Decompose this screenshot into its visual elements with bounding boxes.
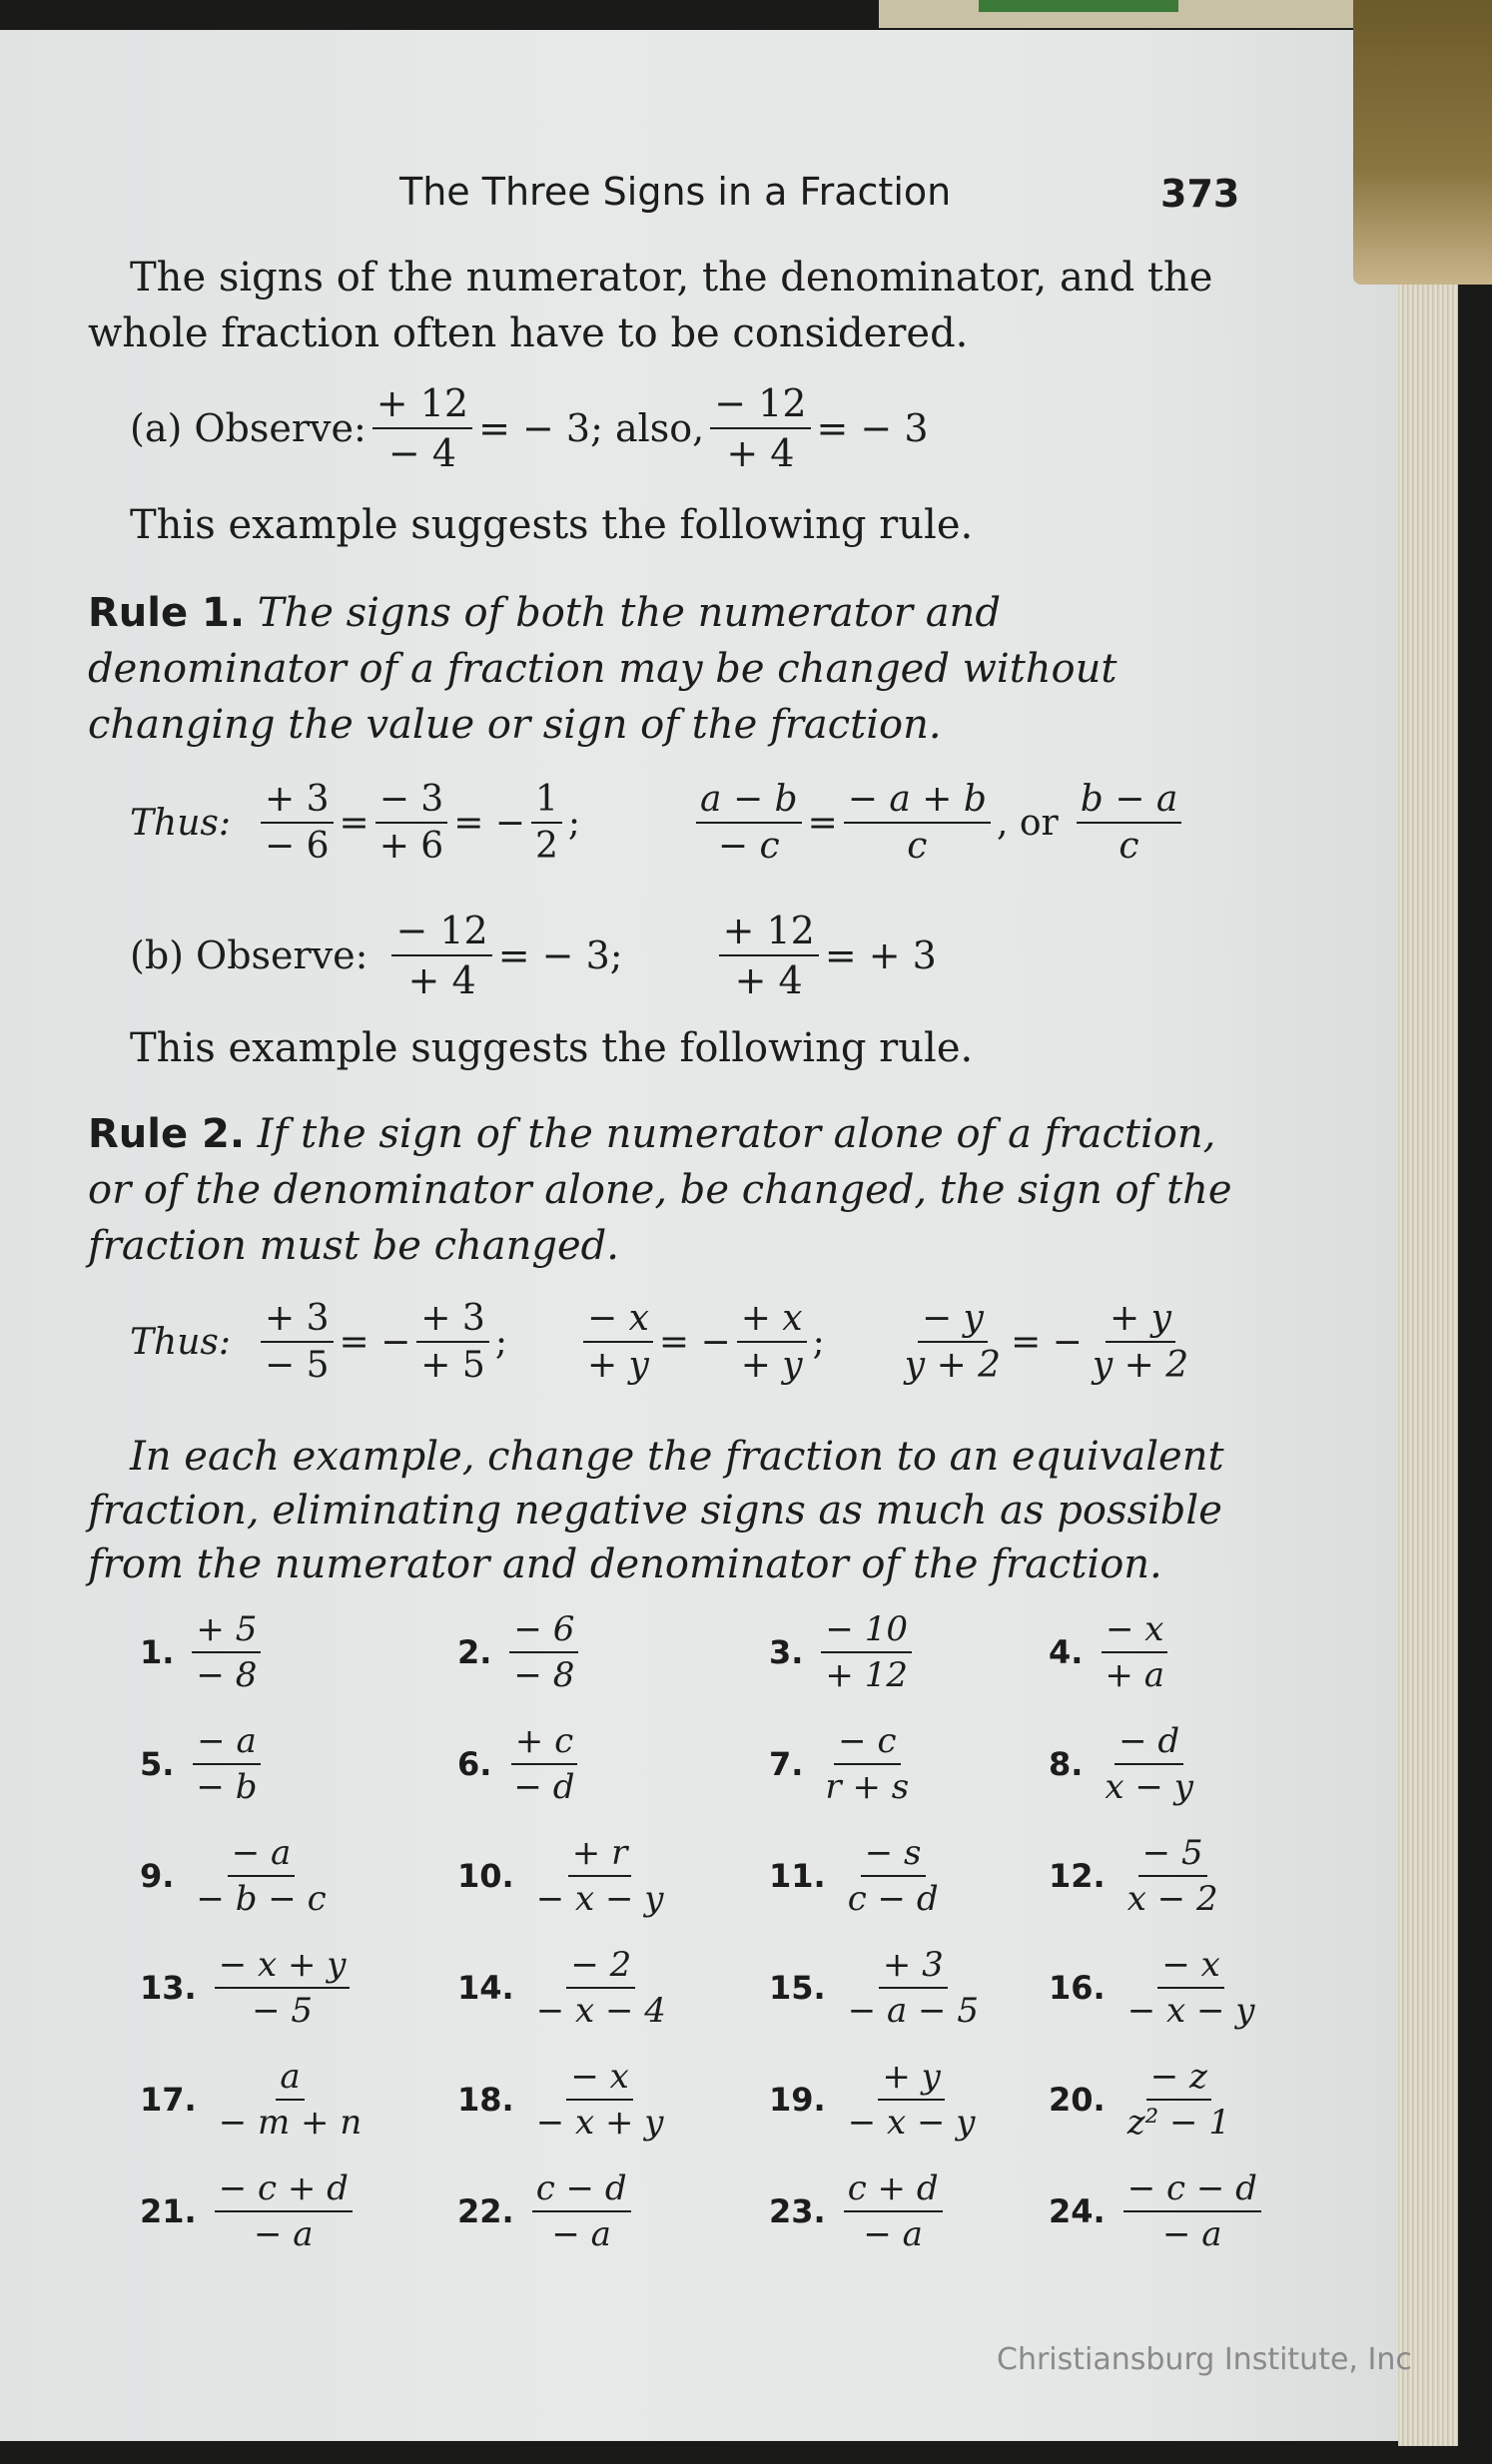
numerator: − a + b [844,779,991,824]
fraction [192,1721,261,1807]
exercise-item [457,1833,673,1919]
denominator: − d [513,1767,575,1807]
exercise-item [769,2057,985,2143]
exercise-number: 22. [457,2192,514,2230]
numerator: − 12 [710,381,810,429]
denominator: c [1119,826,1139,867]
exercise-number: 10. [457,1857,514,1895]
exercise-item [140,2168,359,2254]
green-stripe [979,0,1178,12]
exercise-item [140,1721,267,1807]
numerator: + r [568,1833,632,1877]
denominator: − a [254,2214,314,2254]
example-a-label: (a) Observe: [130,406,367,450]
exercise-number: 7. [769,1745,804,1783]
exercise-item [1049,1833,1228,1919]
numerator: − 6 [509,1609,578,1653]
numerator: − a [228,1833,296,1877]
separator: ; [494,1321,507,1363]
numerator: b − a [1077,779,1182,824]
numerator: + x [737,1298,807,1343]
numerator: a [276,2057,304,2101]
equals: = − [658,1321,731,1363]
fraction [192,1609,261,1695]
denominator: − 8 [196,1655,258,1695]
bookmark-tab [1353,0,1492,285]
example-b [130,909,937,1002]
denominator: r + s [825,1767,910,1807]
fraction [1089,1298,1192,1386]
denominator: − a − 5 [847,1991,979,2031]
exercise-number: 5. [140,1745,175,1783]
numerator: + 5 [192,1609,261,1653]
fraction [1101,1609,1168,1695]
denominator: − 4 [387,431,456,475]
numerator: − 10 [821,1609,912,1653]
running-head: The Three Signs in a Fraction [399,170,952,214]
exercise-item [457,1721,584,1807]
denominator: c [907,826,928,867]
numerator: − s [861,1833,926,1877]
equals-text: = + 3 [824,933,937,977]
denominator: + 12 [825,1655,908,1695]
fraction [1123,2057,1234,2143]
denominator: + y [740,1345,803,1386]
fraction [737,1298,807,1386]
denominator: − 8 [513,1655,575,1695]
exercise-number: 13. [140,1969,197,2007]
exercise-number: 3. [769,1633,804,1671]
exercise-item [140,1945,356,2031]
fraction [532,2057,668,2143]
equals: = − [1011,1321,1083,1363]
numerator: 1 [531,779,562,824]
exercise-item [140,1609,267,1695]
fraction [215,1945,351,2031]
numerator: + y [878,2057,945,2101]
fraction [531,779,562,867]
fraction [844,2168,943,2254]
denominator: y + 2 [1092,1345,1189,1386]
thus-label: Thus: [130,1321,231,1363]
exercise-item [140,2057,372,2143]
exercise-item [457,1609,584,1695]
fraction [509,1721,578,1807]
instructions: In each example, change the fraction to an equivalent fraction, eliminating negative signs as much as possible from the numerator and denominator of the fraction. [88,1434,1224,1587]
rule-1-text: The signs of both the numerator and denominator of a fraction may be changed without changing the value or sign of the fraction. [88,590,1118,748]
numerator: + c [511,1721,577,1765]
exercise-number: 9. [140,1857,175,1895]
page-number: 373 [1160,172,1240,216]
denominator: − a [1162,2214,1222,2254]
exercise-item [769,1609,918,1695]
exercise-number: 23. [769,2192,826,2230]
numerator: a − b [696,779,802,824]
exercise-number: 16. [1049,1969,1106,2007]
denominator: − x − y [535,1879,664,1919]
numerator: − z [1146,2057,1211,2101]
exercise-item [769,1721,919,1807]
exercise-number: 2. [457,1633,492,1671]
fraction [1123,2168,1261,2254]
rule-2 [88,1106,1236,1274]
numerator: − c [834,1721,900,1765]
denominator: 2 [534,826,558,867]
exercise-number: 8. [1049,1745,1084,1783]
exercise-number: 20. [1049,2081,1106,2119]
numerator: − a [193,1721,261,1765]
suggest-text-2: This example suggests the following rule. [130,1025,974,1071]
denominator: c − d [847,1879,939,1919]
separator: ; [567,802,581,844]
fraction [1101,1721,1197,1807]
numerator: − x [566,2057,632,2101]
denominator: x − y [1105,1767,1193,1807]
intro-paragraph: The signs of the numerator, the denominator, and the whole fraction often have to be considered. [88,255,1213,356]
denominator: y + 2 [904,1345,1002,1386]
denominator: + 4 [726,431,795,475]
denominator: − x + y [535,2103,664,2143]
exercise-item [1049,2168,1267,2254]
equals: = [339,802,370,844]
exercise-item [457,2057,673,2143]
denominator: + a [1105,1655,1164,1695]
numerator: c − d [532,2168,631,2212]
thus-2 [130,1298,1198,1386]
denominator: − m + n [218,2103,363,2143]
denominator: − 5 [252,1991,314,2031]
rule-1 [88,585,1236,753]
exercise-number: 6. [457,1745,492,1783]
denominator: − a [863,2214,923,2254]
fraction [532,2168,631,2254]
fraction [215,2057,367,2143]
numerator: − 2 [566,1945,635,1989]
denominator: + 5 [420,1345,485,1386]
or-text: , or [996,802,1059,844]
fraction [583,1298,653,1386]
thus-1 [130,779,1187,867]
suggest-text-1: This example suggests the following rule. [130,502,974,548]
equals: = − [339,1321,411,1363]
exercise-number: 18. [457,2081,514,2119]
denominator: − 5 [265,1345,330,1386]
fraction [901,1298,1005,1386]
equals: = [807,802,838,844]
numerator: + 12 [719,909,819,956]
separator: ; [812,1321,825,1363]
denominator: − c [717,826,780,867]
numerator: − 5 [1138,1833,1207,1877]
exercise-item [1049,1609,1174,1695]
numerator: + 12 [373,381,472,429]
fraction [391,909,491,1002]
exercise-item [457,1945,676,2031]
page-edges [1398,120,1458,2446]
fraction [844,779,991,867]
fraction [844,1945,983,2031]
numerator: − c − d [1123,2168,1261,2212]
numerator: + 3 [879,1945,948,1989]
denominator: + y [586,1345,649,1386]
exercise-item [1049,1945,1264,2031]
rule-2-label: Rule 2. [88,1111,246,1157]
fraction [532,1945,670,2031]
exercise-number: 1. [140,1633,175,1671]
exercise-number: 11. [769,1857,826,1895]
denominator: − b [196,1767,258,1807]
exercise-number: 24. [1049,2192,1106,2230]
exercise-item [140,1833,337,1919]
fraction [532,1833,668,1919]
fraction [192,1833,330,1919]
denominator: − 6 [265,826,330,867]
exercise-number: 17. [140,2081,197,2119]
fraction [1123,1833,1222,1919]
fraction [261,1298,334,1386]
exercise-number: 19. [769,2081,826,2119]
numerator: − 3 [375,779,448,824]
numerator: − 12 [391,909,491,956]
numerator: − x [1102,1609,1167,1653]
fraction [1077,779,1182,867]
rule-1-label: Rule 1. [88,590,246,636]
watermark: Christiansburg Institute, Inc [997,2342,1412,2377]
denominator: − x − y [847,2103,976,2143]
equals-text: = − 3; [497,933,623,977]
denominator: x − 2 [1126,1879,1218,1919]
exercise-item [1049,2057,1240,2143]
example-a [130,381,929,475]
fraction [375,779,448,867]
fraction [696,779,802,867]
numerator: − d [1115,1721,1183,1765]
numerator: − x + y [215,1945,351,1989]
fraction [509,1609,578,1695]
numerator: + 3 [261,779,334,824]
denominator: z² − 1 [1126,2103,1230,2143]
exercise-item [457,2168,637,2254]
fraction [416,1298,489,1386]
fraction [719,909,819,1002]
numerator: + y [1106,1298,1175,1343]
denominator: − x − 4 [535,1991,666,2031]
exercise-number: 12. [1049,1857,1106,1895]
numerator: + 3 [416,1298,489,1343]
fraction [1123,1945,1259,2031]
denominator: + 4 [734,958,803,1002]
example-b-label: (b) Observe: [130,933,369,977]
fraction [821,1721,913,1807]
exercise-item [769,1945,989,2031]
equals-text: = − 3; also, [478,406,705,450]
exercise-number: 21. [140,2192,197,2230]
denominator: − x − y [1126,1991,1255,2031]
fraction [215,2168,353,2254]
denominator: + 4 [407,958,476,1002]
numerator: − x [583,1298,653,1343]
exercise-number: 15. [769,1969,826,2007]
numerator: + 3 [261,1298,334,1343]
exercise-item [1049,1721,1203,1807]
numerator: − y [918,1298,988,1343]
fraction [821,1609,912,1695]
numerator: c + d [844,2168,943,2212]
numerator: − x [1157,1945,1223,1989]
exercise-item [769,1833,949,1919]
fraction [373,381,472,475]
fraction [844,1833,943,1919]
denominator: − b − c [196,1879,327,1919]
equals-text: = − 3 [816,406,929,450]
fraction [710,381,810,475]
thus-label: Thus: [130,802,231,844]
denominator: − a [551,2214,611,2254]
equals: = − [453,802,525,844]
exercise-item [769,2168,949,2254]
fraction [261,779,334,867]
exercise-number: 14. [457,1969,514,2007]
denominator: + 6 [378,826,444,867]
rule-2-text: If the sign of the numerator alone of a fraction, or of the denominator alone, be changed, the sign of the fraction must be changed. [88,1111,1232,1269]
exercise-number: 4. [1049,1633,1084,1671]
fraction [844,2057,980,2143]
numerator: − c + d [215,2168,353,2212]
